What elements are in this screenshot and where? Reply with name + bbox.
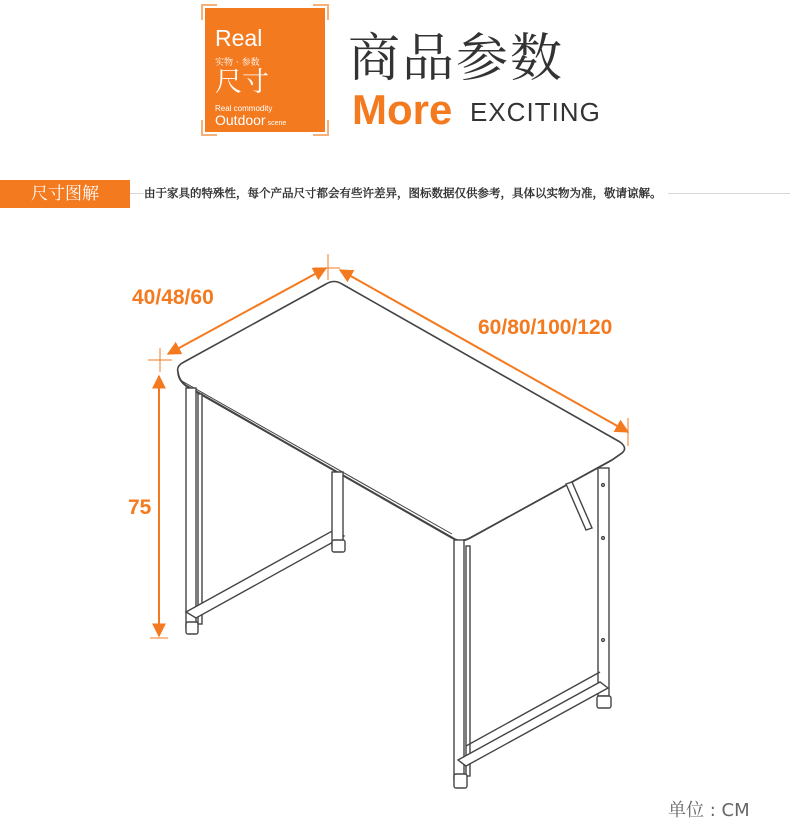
depth-label: 40/48/60 [132, 286, 214, 309]
unit-label: 单位 : CM [668, 800, 750, 821]
logo-scene-word: scene [267, 120, 287, 127]
page-title: 商品参数 [348, 29, 565, 89]
logo-subtitle: 实物 · 参数 [215, 58, 260, 68]
section-tag: 尺寸图解 [0, 180, 130, 208]
logo-size-text: 尺寸 [215, 67, 269, 98]
logo-real-text: Real [215, 25, 263, 51]
width-label: 60/80/100/120 [478, 316, 613, 339]
logo-real-commodity: Real commodity [215, 104, 273, 113]
height-dimension [150, 376, 168, 638]
section-note: 由于家具的特殊性，每个产品尺寸都会有些许差异，图标数据仅供参考，具体以实物为准，敬请谅解。 [144, 185, 668, 201]
height-label: 75 [128, 496, 152, 519]
exciting-text: EXCITING [470, 97, 601, 127]
more-text: More [352, 86, 453, 133]
logo-outdoor-word: Outdoor [215, 112, 266, 128]
